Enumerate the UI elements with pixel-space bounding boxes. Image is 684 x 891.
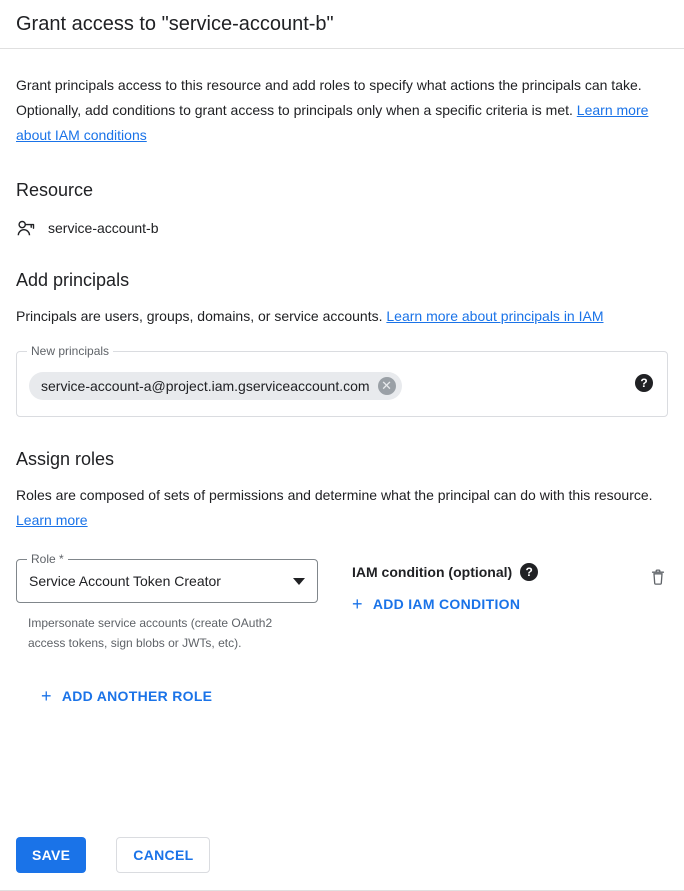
role-column [16, 552, 318, 653]
new-principals-field[interactable] [16, 344, 668, 417]
role-select-label: Role * [27, 552, 68, 566]
footer-buttons [16, 837, 668, 873]
dialog-footer [0, 837, 684, 891]
trash-icon[interactable] [648, 567, 668, 587]
assign-roles-description-text: Roles are composed of sets of permissions and determine what the principal can do with this resource. [16, 487, 653, 503]
save-button[interactable]: SAVE [16, 837, 86, 873]
add-iam-condition-label: ADD IAM CONDITION [372, 596, 521, 612]
iam-condition-title-label: IAM condition (optional) [352, 564, 513, 580]
service-account-icon [16, 218, 36, 238]
role-description: Impersonate service accounts (create OAuth2 access tokens, sign blobs or JWTs, etc). [28, 616, 273, 650]
plus-icon: + [352, 594, 363, 614]
learn-more-link[interactable]: Learn more [16, 512, 88, 528]
principals-in-iam-link[interactable]: Learn more about principals in IAM [386, 308, 604, 324]
role-binding-row [16, 552, 668, 653]
intro-text-content: Grant principals access to this resource and add roles to specify what actions the principals can take. Optionally, add conditions to grant access to principals only when a specific criteria is met. [16, 77, 642, 118]
cancel-button[interactable]: CANCEL [116, 837, 210, 873]
chevron-down-icon[interactable] [293, 578, 305, 585]
new-principals-label: New principals [27, 344, 113, 358]
dialog-header [0, 0, 684, 48]
help-icon[interactable]: ? [635, 374, 653, 392]
iam-condition-column [318, 559, 628, 615]
add-principals-description [16, 304, 656, 329]
add-another-role-label: ADD ANOTHER ROLE [61, 688, 213, 704]
role-select-value: Service Account Token Creator [29, 573, 221, 589]
page-title: Grant access to "service-account-b" [16, 13, 334, 35]
resource-heading: Resource [16, 180, 94, 200]
add-principals-heading: Add principals [16, 270, 130, 290]
assign-roles-description [16, 483, 656, 533]
close-icon[interactable]: ✕ [378, 377, 396, 395]
resource-row [16, 218, 668, 238]
assign-roles-heading: Assign roles [16, 449, 115, 469]
add-another-role-button[interactable] [41, 687, 212, 705]
add-iam-condition-button[interactable] [352, 595, 520, 613]
iam-conditions-link[interactable]: Learn more about IAM conditions [16, 102, 649, 143]
help-icon[interactable]: ? [520, 563, 538, 581]
resource-name: service-account-b [48, 220, 159, 236]
header-divider [0, 48, 684, 49]
intro-text [16, 73, 656, 148]
add-principals-description-text: Principals are users, groups, domains, or service accounts. [16, 308, 387, 324]
plus-icon: + [41, 686, 52, 706]
delete-role-column [628, 559, 668, 587]
principal-chip[interactable] [29, 372, 402, 400]
role-select[interactable] [16, 552, 318, 603]
dialog-body [0, 73, 684, 707]
iam-condition-title [352, 563, 628, 581]
principal-chip-label: service-account-a@project.iam.gserviceaccount.com [41, 378, 370, 394]
